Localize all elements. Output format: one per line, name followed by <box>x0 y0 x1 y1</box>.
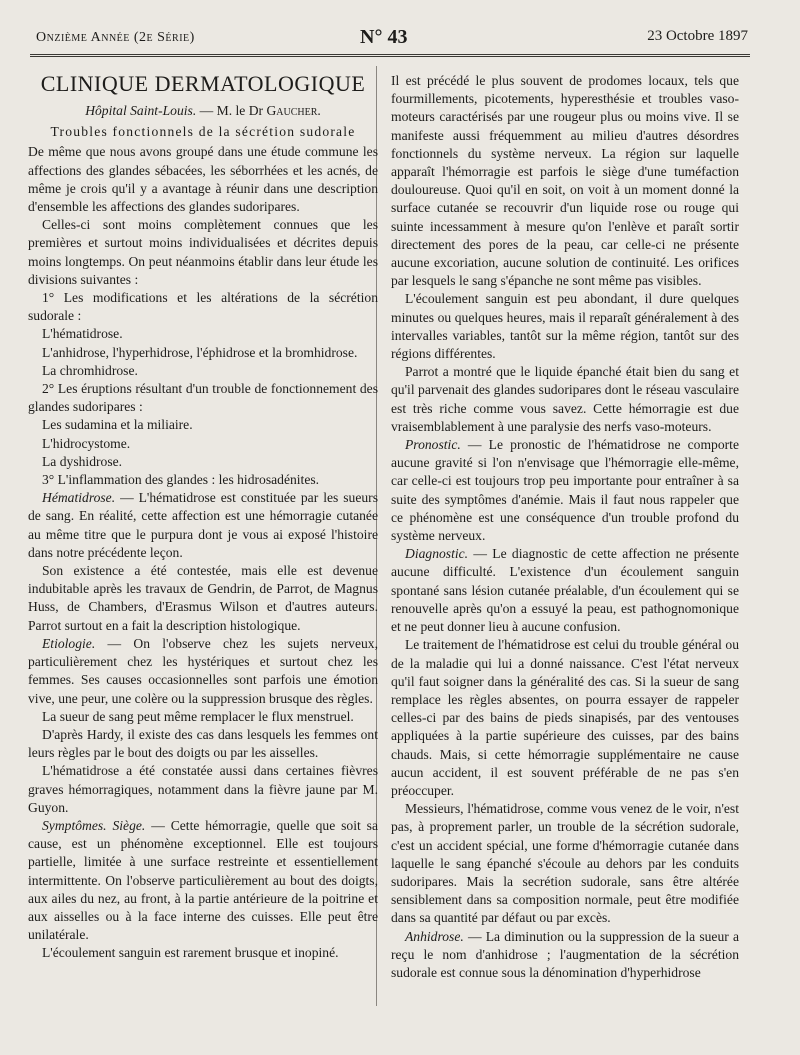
paragraph: L'écoulement sanguin est rarement brusque et inopiné. <box>42 945 339 961</box>
subtitle-author-prefix: — M. le Dr <box>196 103 267 118</box>
paragraph: L'écoulement sanguin est peu abondant, il dure quelques minutes ou quelques heures, mais il reparaît généralement à des intervalles variables, tantôt sur la même région, tantôt sur des régions différentes. <box>391 291 739 362</box>
header-issue-number: N° 43 <box>360 26 408 48</box>
list-item: L'anhidrose, l'hyperhidrose, l'éphidrose et la bromhidrose. <box>42 344 358 360</box>
paragraph-text: — Le diagnostic de cette affection ne présente aucune difficulté. L'existence d'un écoulement sanguin spontané sans lésion cutanée préalable, d'un écoulement qui se renouvelle après qu'on a essuyé la peau, est pathognomonique et ne peut donner lieu à aucune confusion. <box>391 546 739 635</box>
list-item: L'hématidrose. <box>42 326 123 342</box>
paragraph: Messieurs, l'hématidrose, comme vous venez de le voir, n'est pas, à proprement parler, un trouble de la sécrétion sudorale, c'est un accident spécial, une forme d'hémorragie cutanée dans laquelle le sang épanché s'écoule au dehors par les conduits sudoripares. Mais la secrétion sudorale, sans être altérée sensiblement dans sa composition normale, peut être modifiée dans sa quantité par défaut ou par excès. <box>391 801 739 926</box>
section-heading: Troubles fonctionnels de la sécrétion sudorale <box>50 124 356 140</box>
paragraph: 1° Les modifications et les altérations de la sécrétion sudorale : <box>28 290 378 324</box>
paragraph: De même que nous avons groupé dans une étude commune les affections des glandes sébacées, les séborrhées et les acnés, de même je crois qu'il y a avantage à réunir dans une description d'ensemble les affections des glandes sudoripares. <box>28 144 378 215</box>
paragraph: Le traitement de l'hématidrose est celui du trouble général ou de la maladie qui lui a donné naissance. C'est l'état nerveux qu'il faut soigner dans la généralité des cas. Si la sueur de sang remplace les règles absentes, on pourra essayer de rappeler celles-ci par des bains de pieds sinapisés, par des ventouses appliquées à la partie supérieure des cuisses, par des bains chauds. Mais, si cette hémorragie supplémentaire ne cause aucun accident, il est souvent préférable de ne pas s'en préoccuper. <box>391 637 739 798</box>
hospital-name: Hôpital Saint-Louis. <box>85 103 197 118</box>
paragraph: Celles-ci sont moins complètement connues que les premières et surtout moins individualisées et décrites depuis moins longtemps. On peut néanmoins établir dans leur étude les divisions suivantes : <box>28 217 378 287</box>
header-volume: Onzième Année (2e Série) <box>36 30 195 45</box>
paragraph: Il est précédé le plus souvent de prodomes locaux, tels que fourmillements, picotements, hyperesthésie et troubles vaso-moteurs caractérisés par une rougeur plus ou moins vive. Il se manifeste aussi fréquemment au milieu d'autres désordres fonctionnels du système nerveux. La région sur laquelle apparaît l'hémorragie est parfois le siège d'une tuméfaction douloureuse. Quoi qu'il en soit, on voit à un moment donné la surface cutanée se recouvrir d'un liquide rose ou rouge qui suinte incessamment à mesure qu'on l'enlève et paraît sortir directement des pores de la peau, car celle-ci ne présente aucune excoriation, aucune solution de continuité. Les orifices par lesquels le sang s'épanche ne sont même pas visibles. <box>391 73 739 289</box>
article-title: CLINIQUE DERMATOLOGIQUE <box>40 71 366 96</box>
inline-heading: Anhidrose. <box>405 928 464 944</box>
list-item: L'hidrocystome. <box>42 435 131 451</box>
inline-heading: Diagnostic. <box>405 546 469 562</box>
paragraph <box>28 489 378 562</box>
paragraph-text: — On l'observe chez les sujets nerveux, particulièrement chez les hystériques et surtout chez les femmes. Ses causes occasionnelles sont parfois une émotion vive, une peur, une colère ou la suppression brusque des règles. <box>28 635 378 706</box>
inline-heading: Hématidrose. <box>42 490 116 506</box>
paragraph <box>391 436 739 545</box>
inline-heading: Pronostic. <box>405 437 461 453</box>
paragraph <box>28 635 378 708</box>
paragraph-text: — La diminution ou la suppression de la sueur a reçu le nom d'anhidrose ; l'augmentation de la sécrétion sudorale est connue sous la dénomination d'hyperhidrose <box>391 928 739 980</box>
paragraph: D'après Hardy, il existe des cas dans lesquels les femmes ont leurs règles par le bout des doigts ou par les aisselles. <box>28 726 378 761</box>
paragraph-text: — L'hématidrose est constituée par les sueurs de sang. En réalité, cette affection est une hémorragie cutanée au même titre que le purpura dont je vous ai exposé l'histoire dans notre précédente leçon. <box>28 490 378 560</box>
paragraph: Son existence a été contestée, mais elle est devenue indubitable après les travaux de Gendrin, de Parrot, de Magnus Huss, de Chambers, d'Erasmus Wilson et d'autres auteurs. Parrot surtout en a fait la description histologique. <box>28 563 378 633</box>
paragraph-text: — Le pronostic de l'hématidrose ne comporte aucune gravité si l'on n'envisage que l'hémorragie elle-même, car celle-ci est toujours trop peu importante pour entraîner à sa suite des symptômes d'anémie. Mais il faut nous rappeler que ce phénomène est une conséquence d'un trouble profond du système nerveux. <box>391 437 739 544</box>
right-column <box>391 72 739 982</box>
inline-heading: Symptômes. Siège. <box>42 817 146 833</box>
subtitle-end: . <box>317 103 321 118</box>
paragraph <box>28 817 378 944</box>
list-item: La dyshidrose. <box>42 453 123 469</box>
list-item: Les sudamina et la miliaire. <box>42 417 193 433</box>
article-subtitle <box>28 102 378 120</box>
left-column <box>28 68 378 963</box>
paragraph: Parrot a montré que le liquide épanché était bien du sang et qu'il parvenait des glandes sudoripares dont le réseau vasculaire est très riche comme vous savez. Cette hémorragie est due vraisemblablement à une paralysie des nerfs vaso-moteurs. <box>391 364 739 434</box>
inline-heading: Etiologie. <box>42 635 96 651</box>
author-name: Gaucher <box>266 103 318 118</box>
page-header <box>30 24 750 57</box>
paragraph-text: — Cette hémorragie, quelle que soit sa cause, est un phénomène exceptionnel. Elle est toujours partielle, limitée à une surface restreinte et essentiellement intermittente. On l'observe particulièrement au bout des doigts, aux ailes du nez, au front, à la partie antérieure de la poitrine et aux aisselles ou à la face interne des cuisses. Elle peut être unilatérale. <box>28 817 378 943</box>
paragraph: L'hématidrose a été constatée aussi dans certaines fièvres graves hémorragiques, notamment dans la fièvre jaune par M. Guyon. <box>28 763 378 815</box>
paragraph: La sueur de sang peut même remplacer le flux menstruel. <box>42 708 354 724</box>
paragraph <box>391 545 739 636</box>
paragraph <box>391 928 739 983</box>
paragraph: 3° L'inflammation des glandes : les hidrosadénites. <box>42 472 320 488</box>
list-item: La chromhidrose. <box>42 362 138 378</box>
paragraph: 2° Les éruptions résultant d'un trouble de fonctionnement des glandes sudoripares : <box>28 381 378 415</box>
header-date: 23 Octobre 1897 <box>647 28 748 44</box>
